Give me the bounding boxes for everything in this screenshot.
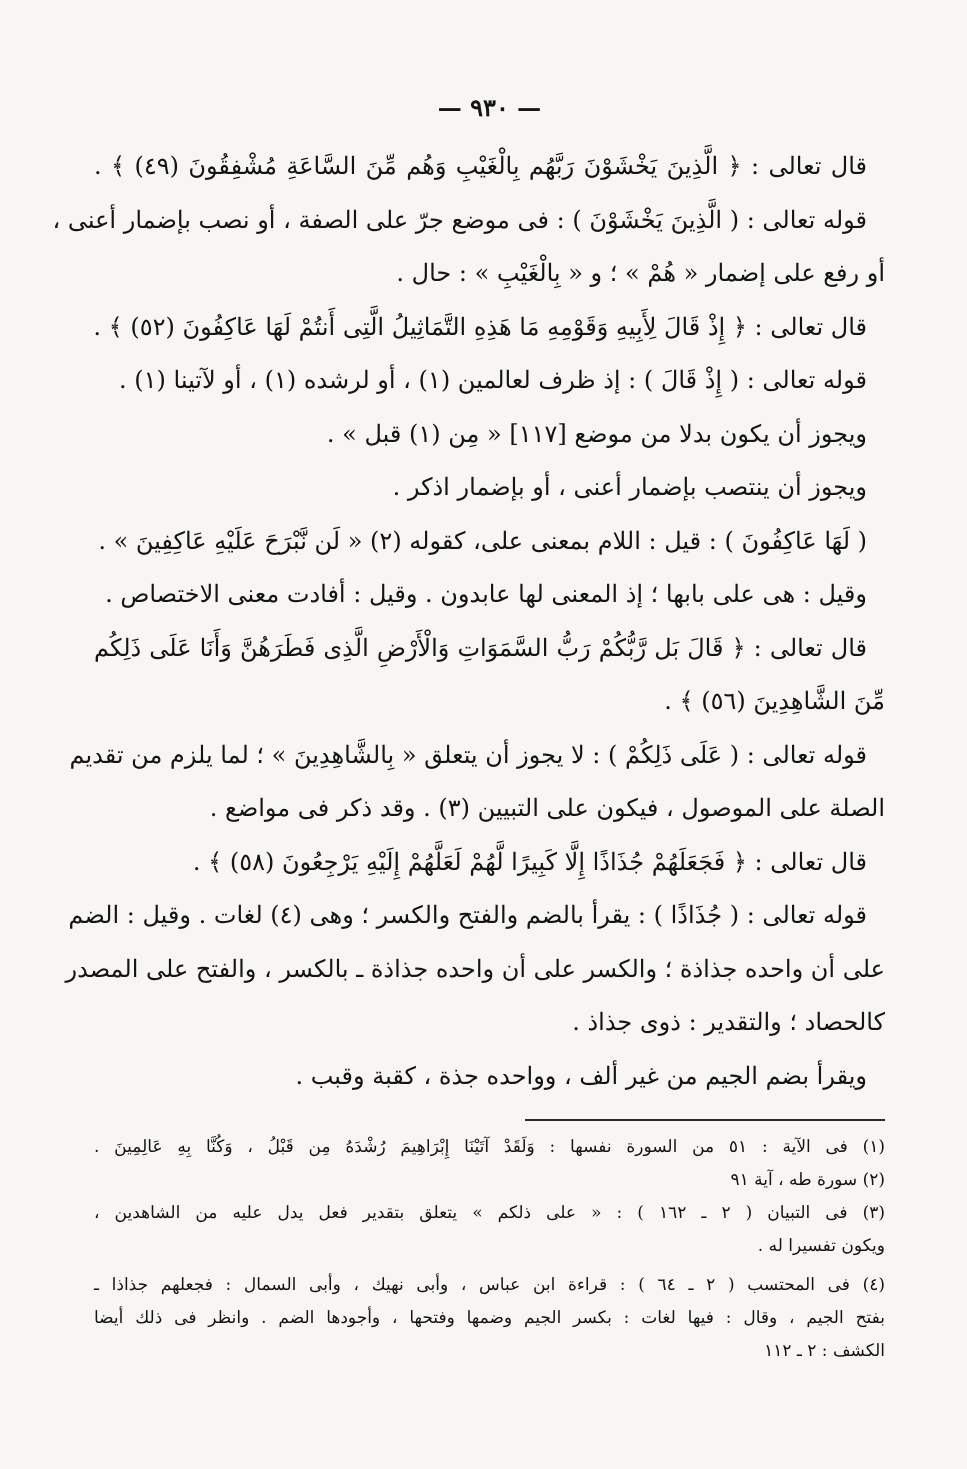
text-line: على أن واحده جذاذة ؛ والكسر على أن واحده جذاذة ـ بالكسر ، والفتح على المصدر bbox=[65, 954, 885, 983]
text-line: مِّنَ الشَّاهِدِينَ (٥٦) ﴾ . bbox=[664, 687, 885, 715]
footnote-line: (١) فى الآية : ٥١ من السورة نفسها : وَلَقَدْ آتَيْنَا إِبْرَاهِيمَ رُشْدَهُ مِن قَبْلُ ، وَكُنَّا بِهِ عَالِمِينَ . bbox=[94, 1137, 886, 1157]
text-line: قال تعالى : ﴿ قَالَ بَل رَّبُّكُمْ رَبُّ السَّمَوَاتِ وَالْأَرْضِ الَّذِى فَطَرَهُنَّ وَأَنَا عَلَى ذَلِكُم bbox=[94, 633, 867, 662]
footnote-line: الكشف : ٢ ـ ١١٢ bbox=[764, 1341, 885, 1361]
text-line: ويجوز أن ينتصب بإضمار أعنى ، أو بإضمار اذكر . bbox=[392, 473, 867, 501]
footnote-line: بفتح الجيم ، وقال : فيها لغات : بكسر الجيم وضمها وفتحها ، وأجودها الضم . وانظر فى ذلك أيضا bbox=[94, 1308, 885, 1328]
text-line: قال تعالى : ﴿ الَّذِينَ يَخْشَوْنَ رَبَّهُم بِالْغَيْبِ وَهُم مِّنَ السَّاعَةِ مُشْفِقُونَ (٤٩) ﴾ . bbox=[94, 152, 867, 180]
text-line: قوله تعالى : ( إِذْ قَالَ ) : إذ ظرف لعالمين (١) ، أو لرشده (١) ، أو لآتينا (١) . bbox=[119, 366, 867, 394]
text-line: ( لَهَا عَاكِفُونَ ) : قيل : اللام بمعنى على، كقوله (٢) « لَن نَّبْرَحَ عَلَيْهِ عَاكِفِينَ » . bbox=[98, 526, 867, 555]
text-line: قوله تعالى : ( عَلَى ذَلِكُمْ ) : لا يجوز أن يتعلق « بِالشَّاهِدِينَ » ؛ لما يلزم من تقديم bbox=[69, 740, 867, 769]
footnote-line: (٤) فى المحتسب ( ٢ ـ ٦٤ ) : قراءة ابن عباس ، وأبى نهيك ، وأبى السمال : فجعلهم جذاذا ـ bbox=[94, 1275, 885, 1295]
text-line: الصلة على الموصول ، فيكون على التبيين (٣) . وقد ذكر فى مواضع . bbox=[209, 794, 885, 822]
text-line: أو رفع على إضمار « هُمْ » ؛ و « بِالْغَيْبِ » : حال . bbox=[396, 259, 885, 287]
text-line: ويجوز أن يكون بدلا من موضع [١١٧] « مِن (١) قبل » . bbox=[326, 419, 867, 448]
main-text bbox=[52, 140, 885, 1103]
text-line: قوله تعالى : ( الَّذِينَ يَخْشَوْنَ ) : فى موضع جرّ على الصفة ، أو نصب بإضمار أعنى ، bbox=[52, 205, 867, 234]
text-line: وقيل : هى على بابها ؛ إذ المعنى لها عابدون . وقيل : أفادت معنى الاختصاص . bbox=[105, 580, 867, 608]
text-line: قوله تعالى : ( جُذَاذًا ) : يقرأ بالضم والفتح والكسر ؛ وهى (٤) لغات . وقيل : الضم bbox=[68, 901, 867, 929]
footnote-divider bbox=[525, 1119, 885, 1121]
footnotes bbox=[94, 1131, 885, 1368]
footnote-line: ويكون تفسيرا له . bbox=[757, 1236, 885, 1256]
text-line: قال تعالى : ﴿ إِذْ قَالَ لِأَبِيهِ وَقَوْمِهِ مَا هَذِهِ التَّمَاثِيلُ الَّتِى أَنتُمْ لَهَا عَاكِفُونَ (٥٢) ﴾ . bbox=[93, 312, 867, 341]
text-line: قال تعالى : ﴿ فَجَعَلَهُمْ جُذَاذًا إِلَّا كَبِيرًا لَّهُمْ لَعَلَّهُمْ إِلَيْهِ يَرْجِعُونَ (٥٨) ﴾ . bbox=[192, 847, 867, 876]
footnote-line: (٢) سورة طه ، آية ٩١ bbox=[730, 1170, 885, 1190]
footnote-line: (٣) فى التبيان ( ٢ ـ ١٦٢ ) : « على ذلكم » يتعلق بتقدير فعل يدل عليه من الشاهدين ، bbox=[94, 1203, 886, 1223]
text-line: ويقرأ بضم الجيم من غير ألف ، وواحده جذة ، كقبة وقبب . bbox=[295, 1061, 867, 1090]
text-line: كالحصاد ؛ والتقدير : ذوى جذاذ . bbox=[572, 1008, 885, 1036]
page-number: — ٩٣٠ — bbox=[437, 93, 542, 122]
